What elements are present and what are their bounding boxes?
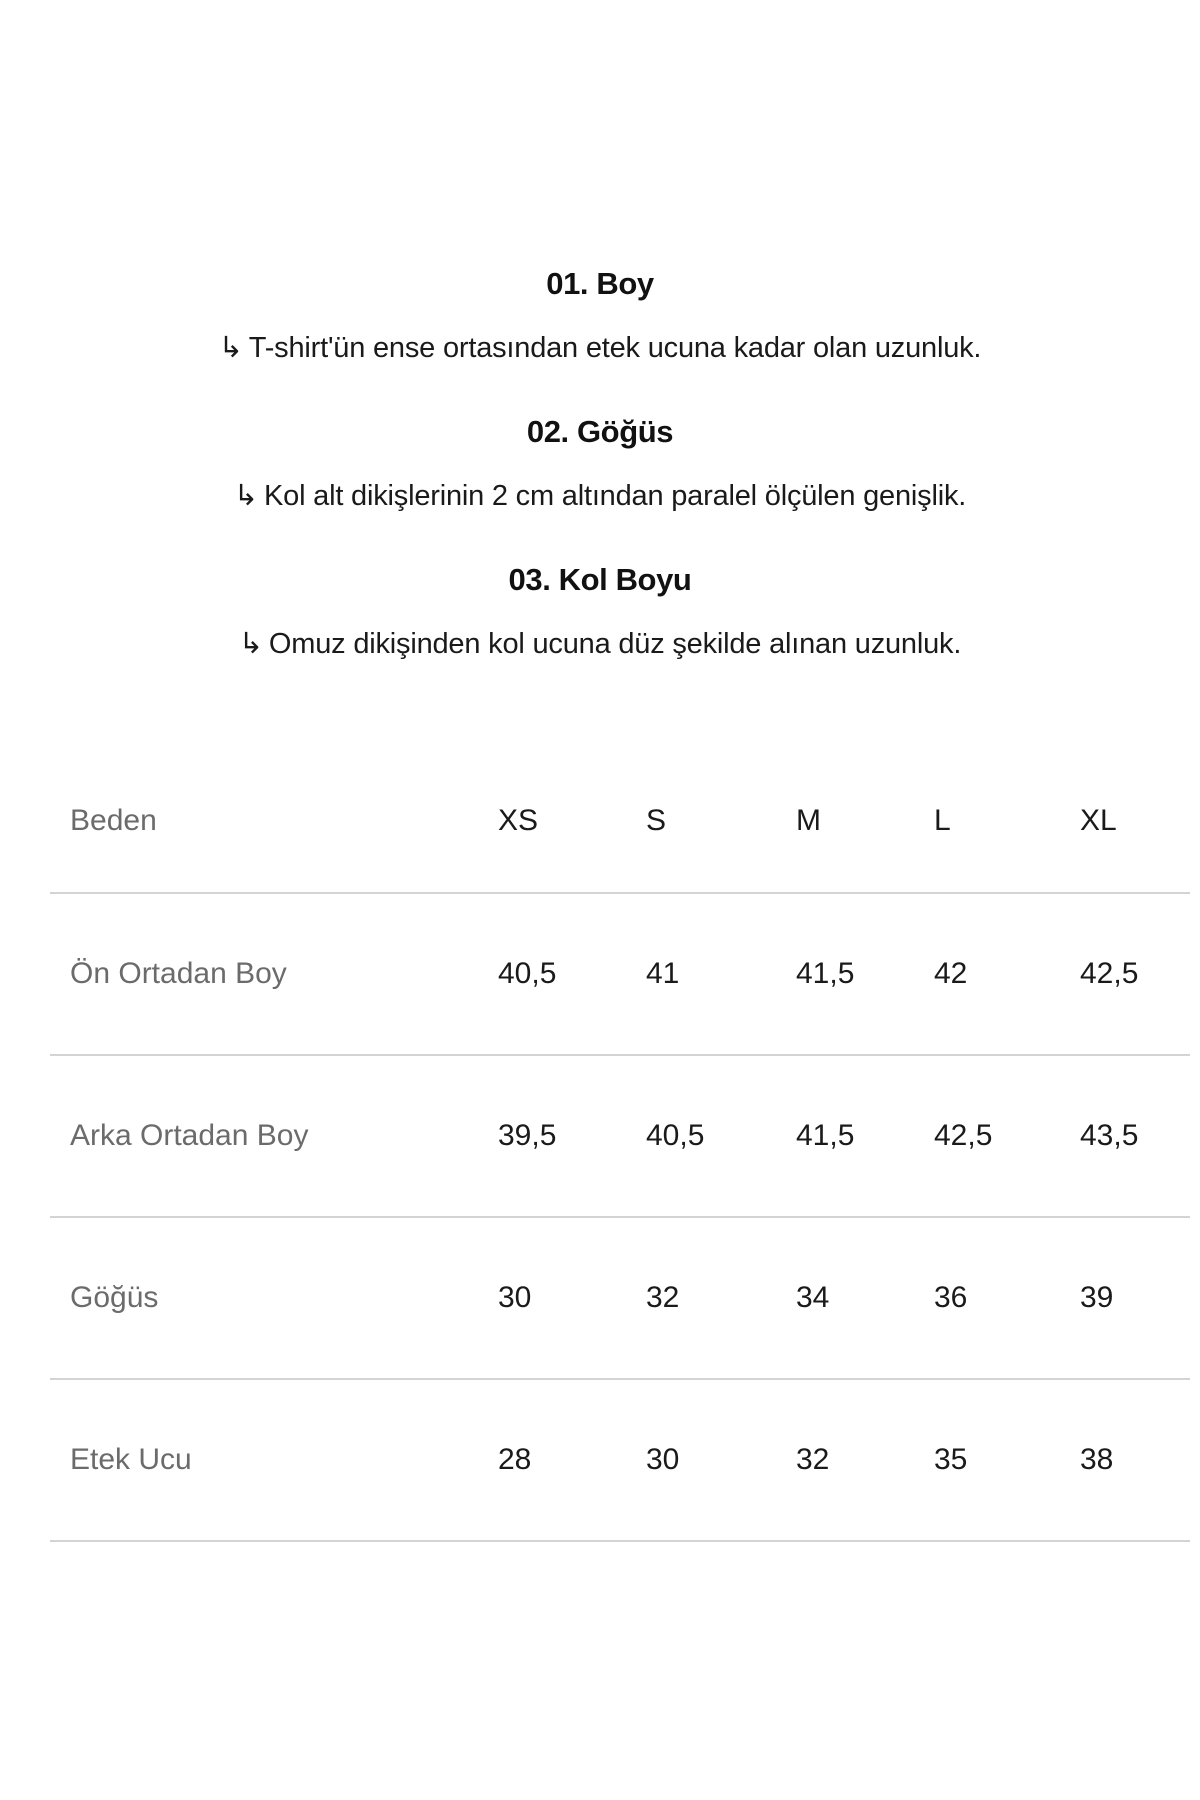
table-cell: 34 — [796, 1281, 830, 1314]
table-cell: 40,5 — [646, 1119, 705, 1152]
table-cell: 32 — [646, 1281, 680, 1314]
table-cell: 30 — [498, 1281, 532, 1314]
header-cell-xl: XL — [1080, 804, 1117, 837]
row-label: Ön Ortadan Boy — [70, 957, 287, 990]
guide-title-boy: 01. Boy — [546, 266, 654, 301]
table-cell: 41,5 — [796, 957, 855, 990]
table-cell: 35 — [934, 1443, 968, 1476]
table-cell: 42,5 — [934, 1119, 993, 1152]
header-cell-s: S — [646, 804, 667, 837]
return-arrow-icon: ↳ — [218, 332, 243, 364]
size-table — [50, 750, 1190, 1542]
guide-description-text: T-shirt'ün ense ortasından etek ucuna kadar olan uzunluk. — [248, 332, 982, 364]
table-cell: 32 — [796, 1443, 830, 1476]
table-cell: 42 — [934, 957, 968, 990]
table-cell: 30 — [646, 1443, 680, 1476]
table-row — [50, 1380, 1190, 1542]
table-cell: 39,5 — [498, 1119, 557, 1152]
table-row — [50, 894, 1190, 1056]
header-cell-m: M — [796, 804, 821, 837]
table-row — [50, 1056, 1190, 1218]
guide-description-text: Kol alt dikişlerinin 2 cm altından paralel ölçülen genişlik. — [264, 480, 967, 512]
table-cell: 43,5 — [1080, 1119, 1139, 1152]
guide-description-gogus — [0, 478, 1200, 513]
header-cell-beden: Beden — [70, 804, 157, 837]
table-cell: 41,5 — [796, 1119, 855, 1152]
return-arrow-icon: ↳ — [233, 480, 258, 512]
table-cell: 41 — [646, 957, 680, 990]
table-cell: 38 — [1080, 1443, 1114, 1476]
row-label: Göğüs — [70, 1281, 159, 1314]
table-cell: 42,5 — [1080, 957, 1139, 990]
table-row — [50, 1218, 1190, 1380]
table-cell: 40,5 — [498, 957, 557, 990]
table-cell: 36 — [934, 1281, 968, 1314]
guide-title-gogus: 02. Göğüs — [526, 414, 674, 449]
guide-description-boy — [0, 330, 1200, 365]
table-header-row — [50, 750, 1190, 894]
row-label: Arka Ortadan Boy — [70, 1119, 309, 1152]
row-label: Etek Ucu — [70, 1443, 192, 1476]
header-cell-l: L — [934, 804, 951, 837]
guide-title-kol-boyu: 03. Kol Boyu — [508, 562, 692, 597]
table-cell: 28 — [498, 1443, 532, 1476]
header-cell-xs: XS — [498, 804, 539, 837]
table-cell: 39 — [1080, 1281, 1114, 1314]
guide-description-kol-boyu — [0, 626, 1200, 661]
guide-description-text: Omuz dikişinden kol ucuna düz şekilde alınan uzunluk. — [268, 628, 962, 660]
return-arrow-icon: ↳ — [238, 628, 263, 660]
